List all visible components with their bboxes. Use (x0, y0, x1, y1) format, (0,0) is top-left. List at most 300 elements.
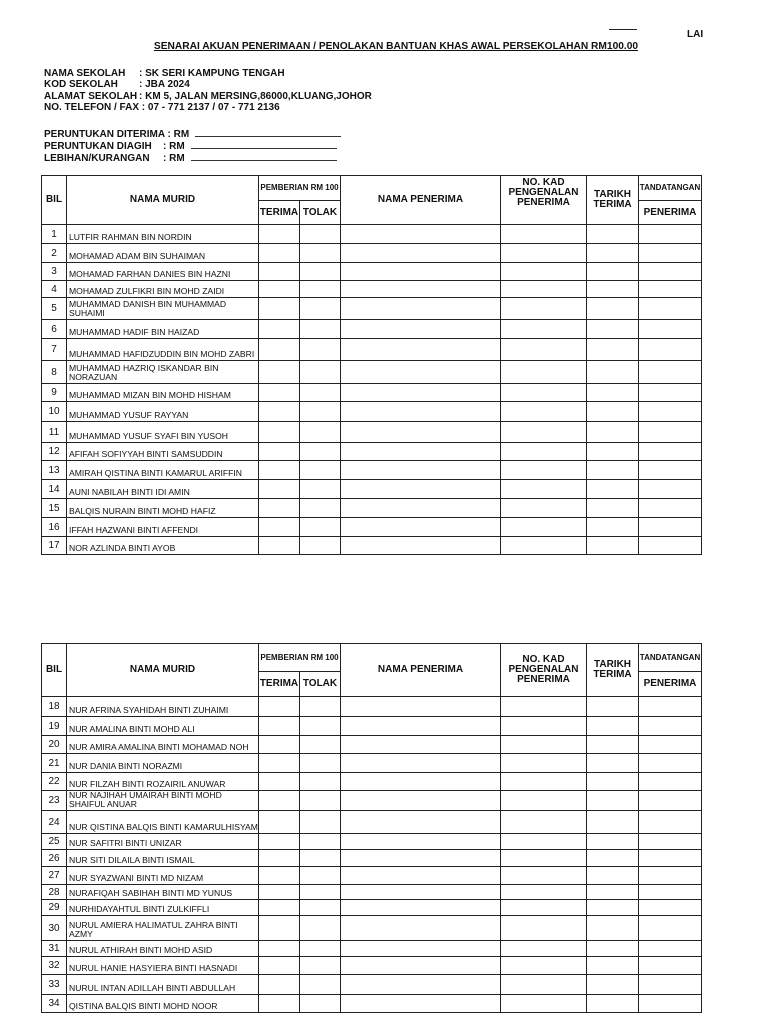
recipient-name-cell[interactable] (341, 736, 501, 754)
terima-cell[interactable] (259, 791, 300, 811)
recipient-name-cell[interactable] (341, 957, 501, 975)
date-received-cell[interactable] (587, 717, 639, 736)
row-number: 15 (42, 499, 67, 518)
student-name: MOHAMAD ADAM BIN SUHAIMAN (67, 244, 259, 263)
recipient-name-cell[interactable] (341, 697, 501, 717)
table-row (42, 811, 702, 834)
terima-cell[interactable] (259, 811, 300, 834)
tolak-cell[interactable] (300, 736, 341, 754)
tolak-cell[interactable] (300, 384, 341, 402)
table-row (42, 975, 702, 995)
terima-cell[interactable] (259, 754, 300, 773)
date-received-cell[interactable] (587, 263, 639, 281)
header-nama-murid: NAMA MURID (67, 644, 259, 697)
terima-cell[interactable] (259, 499, 300, 518)
tolak-cell[interactable] (300, 422, 341, 443)
recipient-name-cell[interactable] (341, 975, 501, 995)
ic-number-cell[interactable] (501, 975, 587, 995)
terima-cell[interactable] (259, 384, 300, 402)
ic-number-cell[interactable] (501, 900, 587, 916)
student-name: AMIRAH QISTINA BINTI KAMARUL ARIFFIN (67, 461, 259, 480)
row-number: 25 (42, 834, 67, 850)
tolak-cell[interactable] (300, 975, 341, 995)
date-received-cell[interactable] (587, 885, 639, 900)
terima-cell[interactable] (259, 537, 300, 555)
row-number: 18 (42, 697, 67, 717)
recipient-name-cell[interactable] (341, 518, 501, 537)
signature-cell[interactable] (639, 995, 702, 1013)
ic-number-cell[interactable] (501, 244, 587, 263)
date-received-cell[interactable] (587, 281, 639, 298)
table-row (42, 537, 702, 555)
recipient-name-cell[interactable] (341, 834, 501, 850)
tolak-cell[interactable] (300, 834, 341, 850)
terima-cell[interactable] (259, 298, 300, 320)
ic-number-cell[interactable] (501, 957, 587, 975)
allocation-balance-blank[interactable] (191, 152, 337, 161)
signature-cell[interactable] (639, 281, 702, 298)
school-address-label: ALAMAT SEKOLAH (44, 91, 138, 102)
row-number: 32 (42, 957, 67, 975)
signature-cell[interactable] (639, 697, 702, 717)
row-number: 2 (42, 244, 67, 263)
date-received-cell[interactable] (587, 697, 639, 717)
recipient-name-cell[interactable] (341, 499, 501, 518)
tolak-cell[interactable] (300, 867, 341, 885)
date-received-cell[interactable] (587, 850, 639, 867)
ic-number-cell[interactable] (501, 225, 587, 244)
tolak-cell[interactable] (300, 850, 341, 867)
row-number: 31 (42, 941, 67, 957)
ic-number-cell[interactable] (501, 320, 587, 339)
table-row (42, 499, 702, 518)
page-title: SENARAI AKUAN PENERIMAAN / PENOLAKAN BANTUAN KHAS AWAL PERSEKOLAHAN RM100.00 (153, 41, 639, 52)
ic-number-cell[interactable] (501, 754, 587, 773)
ic-number-cell[interactable] (501, 867, 587, 885)
recipient-name-cell[interactable] (341, 537, 501, 555)
terima-cell[interactable] (259, 697, 300, 717)
student-name: NURHIDAYAHTUL BINTI ZULKIFFLI (67, 900, 259, 916)
tolak-cell[interactable] (300, 995, 341, 1013)
date-received-cell[interactable] (587, 995, 639, 1013)
recipient-name-cell[interactable] (341, 885, 501, 900)
recipient-name-cell[interactable] (341, 791, 501, 811)
recipient-name-cell[interactable] (341, 773, 501, 791)
date-received-cell[interactable] (587, 320, 639, 339)
allocation-received-label: PERUNTUKAN DITERIMA (44, 129, 165, 140)
student-name: NUR SAFITRI BINTI UNIZAR (67, 834, 259, 850)
tolak-cell[interactable] (300, 697, 341, 717)
school-address-value: : KM 5, JALAN MERSING,86000,KLUANG,JOHOR (139, 91, 372, 102)
ic-number-cell[interactable] (501, 263, 587, 281)
row-number: 8 (42, 361, 67, 384)
signature-cell[interactable] (639, 402, 702, 422)
signature-cell[interactable] (639, 811, 702, 834)
student-name: LUTFIR RAHMAN BIN NORDIN (67, 225, 259, 244)
row-number: 6 (42, 320, 67, 339)
student-name: MOHAMAD FARHAN DANIES BIN HAZNI (67, 263, 259, 281)
student-name: NUR QISTINA BALQIS BINTI KAMARULHISYAM (67, 811, 259, 834)
signature-cell[interactable] (639, 263, 702, 281)
signature-cell[interactable] (639, 422, 702, 443)
ic-number-cell[interactable] (501, 736, 587, 754)
recipient-name-cell[interactable] (341, 916, 501, 941)
date-received-cell[interactable] (587, 518, 639, 537)
table-row (42, 885, 702, 900)
terima-cell[interactable] (259, 402, 300, 422)
student-name: NUR AMIRA AMALINA BINTI MOHAMAD NOH (67, 736, 259, 754)
terima-cell[interactable] (259, 850, 300, 867)
signature-cell[interactable] (639, 773, 702, 791)
signature-cell[interactable] (639, 461, 702, 480)
date-received-cell[interactable] (587, 773, 639, 791)
header-terima: TERIMA (259, 672, 300, 697)
tolak-cell[interactable] (300, 281, 341, 298)
table-row (42, 518, 702, 537)
ic-number-cell[interactable] (501, 518, 587, 537)
ic-number-cell[interactable] (501, 499, 587, 518)
terima-cell[interactable] (259, 773, 300, 791)
header-bil: BIL (42, 176, 67, 225)
header-no-kad: NO. KAD PENGENALAN PENERIMA (501, 644, 587, 697)
table-row (42, 736, 702, 754)
ic-number-cell[interactable] (501, 811, 587, 834)
signature-cell[interactable] (639, 480, 702, 499)
terima-cell[interactable] (259, 975, 300, 995)
tolak-cell[interactable] (300, 717, 341, 736)
terima-cell[interactable] (259, 443, 300, 461)
terima-cell[interactable] (259, 480, 300, 499)
signature-cell[interactable] (639, 900, 702, 916)
school-phone-value: : 07 - 771 2137 / 07 - 771 2136 (141, 102, 280, 113)
date-received-cell[interactable] (587, 791, 639, 811)
row-number: 28 (42, 885, 67, 900)
header-penerima: PENERIMA (639, 672, 702, 697)
ic-number-cell[interactable] (501, 402, 587, 422)
row-number: 20 (42, 736, 67, 754)
student-name: AFIFAH SOFIYYAH BINTI SAMSUDDIN (67, 443, 259, 461)
date-received-cell[interactable] (587, 811, 639, 834)
tolak-cell[interactable] (300, 885, 341, 900)
terima-cell[interactable] (259, 339, 300, 361)
recipient-name-cell[interactable] (341, 480, 501, 499)
signature-cell[interactable] (639, 850, 702, 867)
recipient-name-cell[interactable] (341, 850, 501, 867)
signature-cell[interactable] (639, 867, 702, 885)
student-name: IFFAH HAZWANI BINTI AFFENDI (67, 518, 259, 537)
student-name: NURUL HANIE HASYIERA BINTI HASNADI (67, 957, 259, 975)
terima-cell[interactable] (259, 736, 300, 754)
tolak-cell[interactable] (300, 320, 341, 339)
date-received-cell[interactable] (587, 422, 639, 443)
date-received-cell[interactable] (587, 244, 639, 263)
terima-cell[interactable] (259, 916, 300, 941)
tolak-cell[interactable] (300, 518, 341, 537)
recipient-name-cell[interactable] (341, 298, 501, 320)
recipient-name-cell[interactable] (341, 225, 501, 244)
student-name: NUR SITI DILAILA BINTI ISMAIL (67, 850, 259, 867)
date-received-cell[interactable] (587, 537, 639, 555)
terima-cell[interactable] (259, 518, 300, 537)
allocation-distributed-rm: : RM (163, 141, 185, 152)
signature-cell[interactable] (639, 518, 702, 537)
recipient-name-cell[interactable] (341, 443, 501, 461)
recipient-name-cell[interactable] (341, 941, 501, 957)
header-pemberian: PEMBERIAN RM 100 (259, 176, 341, 201)
terima-cell[interactable] (259, 461, 300, 480)
table-row (42, 263, 702, 281)
terima-cell[interactable] (259, 281, 300, 298)
tolak-cell[interactable] (300, 361, 341, 384)
recipient-table-1 (41, 175, 702, 555)
tolak-cell[interactable] (300, 957, 341, 975)
terima-cell[interactable] (259, 717, 300, 736)
ic-number-cell[interactable] (501, 422, 587, 443)
ic-number-cell[interactable] (501, 461, 587, 480)
ic-number-cell[interactable] (501, 995, 587, 1013)
table-2-body (42, 697, 702, 1013)
recipient-name-cell[interactable] (341, 244, 501, 263)
tolak-cell[interactable] (300, 339, 341, 361)
school-phone-label: NO. TELEFON / FAX (44, 102, 140, 113)
table-1-body (42, 225, 702, 555)
student-name: QISTINA BALQIS BINTI MOHD NOOR (67, 995, 259, 1013)
ic-number-cell[interactable] (501, 537, 587, 555)
signature-cell[interactable] (639, 320, 702, 339)
table-row (42, 916, 702, 941)
row-number: 33 (42, 975, 67, 995)
signature-cell[interactable] (639, 941, 702, 957)
allocation-balance-label: LEBIHAN/KURANGAN (44, 153, 150, 164)
table-row (42, 361, 702, 384)
date-received-cell[interactable] (587, 957, 639, 975)
tolak-cell[interactable] (300, 773, 341, 791)
row-number: 7 (42, 339, 67, 361)
terima-cell[interactable] (259, 244, 300, 263)
terima-cell[interactable] (259, 957, 300, 975)
terima-cell[interactable] (259, 320, 300, 339)
ic-number-cell[interactable] (501, 717, 587, 736)
terima-cell[interactable] (259, 834, 300, 850)
student-name: NUR FILZAH BINTI ROZAIRIL ANUWAR (67, 773, 259, 791)
signature-cell[interactable] (639, 957, 702, 975)
recipient-name-cell[interactable] (341, 717, 501, 736)
row-number: 17 (42, 537, 67, 555)
table-row (42, 422, 702, 443)
signature-cell[interactable] (639, 885, 702, 900)
date-received-cell[interactable] (587, 499, 639, 518)
recipient-name-cell[interactable] (341, 402, 501, 422)
date-received-cell[interactable] (587, 867, 639, 885)
signature-cell[interactable] (639, 361, 702, 384)
recipient-name-cell[interactable] (341, 263, 501, 281)
date-received-cell[interactable] (587, 754, 639, 773)
student-name: NUR AFRINA SYAHIDAH BINTI ZUHAIMI (67, 697, 259, 717)
signature-cell[interactable] (639, 736, 702, 754)
row-number: 9 (42, 384, 67, 402)
row-number: 29 (42, 900, 67, 916)
signature-cell[interactable] (639, 384, 702, 402)
recipient-name-cell[interactable] (341, 361, 501, 384)
signature-cell[interactable] (639, 916, 702, 941)
table-row (42, 900, 702, 916)
ic-number-cell[interactable] (501, 773, 587, 791)
recipient-name-cell[interactable] (341, 867, 501, 885)
tolak-cell[interactable] (300, 480, 341, 499)
row-number: 3 (42, 263, 67, 281)
signature-cell[interactable] (639, 298, 702, 320)
signature-cell[interactable] (639, 754, 702, 773)
student-name: NURUL AMIERA HALIMATUL ZAHRA BINTI AZMY (67, 916, 259, 941)
signature-cell[interactable] (639, 537, 702, 555)
tolak-cell[interactable] (300, 791, 341, 811)
recipient-name-cell[interactable] (341, 995, 501, 1013)
date-received-cell[interactable] (587, 916, 639, 941)
school-code-line (44, 79, 190, 90)
date-received-cell[interactable] (587, 225, 639, 244)
ic-number-cell[interactable] (501, 697, 587, 717)
date-received-cell[interactable] (587, 480, 639, 499)
row-number: 1 (42, 225, 67, 244)
signature-cell[interactable] (639, 339, 702, 361)
tolak-cell[interactable] (300, 461, 341, 480)
row-number: 16 (42, 518, 67, 537)
date-received-cell[interactable] (587, 384, 639, 402)
signature-cell[interactable] (639, 225, 702, 244)
student-name: MUHAMMAD HAFIDZUDDIN BIN MOHD ZABRI (67, 339, 259, 361)
signature-cell[interactable] (639, 791, 702, 811)
ic-number-cell[interactable] (501, 850, 587, 867)
student-name: MUHAMMAD HADIF BIN HAIZAD (67, 320, 259, 339)
recipient-name-cell[interactable] (341, 422, 501, 443)
tolak-cell[interactable] (300, 499, 341, 518)
recipient-name-cell[interactable] (341, 754, 501, 773)
ic-number-cell[interactable] (501, 361, 587, 384)
tolak-cell[interactable] (300, 754, 341, 773)
table-row (42, 834, 702, 850)
ic-number-cell[interactable] (501, 791, 587, 811)
header-penerima: PENERIMA (639, 201, 702, 225)
student-name: NUR DANIA BINTI NORAZMI (67, 754, 259, 773)
ic-number-cell[interactable] (501, 443, 587, 461)
tolak-cell[interactable] (300, 443, 341, 461)
table-row (42, 281, 702, 298)
terima-cell[interactable] (259, 225, 300, 244)
header-bil: BIL (42, 644, 67, 697)
header-tandatangan: TANDATANGAN (639, 176, 702, 201)
date-received-cell[interactable] (587, 402, 639, 422)
ic-number-cell[interactable] (501, 339, 587, 361)
allocation-received-blank[interactable] (195, 128, 341, 137)
terima-cell[interactable] (259, 263, 300, 281)
tolak-cell[interactable] (300, 916, 341, 941)
ic-number-cell[interactable] (501, 480, 587, 499)
header-terima: TERIMA (259, 201, 300, 225)
student-name: NOR AZLINDA BINTI AYOB (67, 537, 259, 555)
terima-cell[interactable] (259, 867, 300, 885)
row-number: 24 (42, 811, 67, 834)
tolak-cell[interactable] (300, 811, 341, 834)
terima-cell[interactable] (259, 885, 300, 900)
terima-cell[interactable] (259, 995, 300, 1013)
ic-number-cell[interactable] (501, 384, 587, 402)
tolak-cell[interactable] (300, 298, 341, 320)
row-number: 30 (42, 916, 67, 941)
date-received-cell[interactable] (587, 975, 639, 995)
ic-number-cell[interactable] (501, 941, 587, 957)
tolak-cell[interactable] (300, 900, 341, 916)
header-tarikh: TARIKH TERIMA (587, 176, 639, 225)
ic-number-cell[interactable] (501, 885, 587, 900)
recipient-name-cell[interactable] (341, 900, 501, 916)
row-number: 10 (42, 402, 67, 422)
allocation-distributed-blank[interactable] (191, 140, 337, 149)
table-row (42, 298, 702, 320)
terima-cell[interactable] (259, 900, 300, 916)
tolak-cell[interactable] (300, 537, 341, 555)
recipient-name-cell[interactable] (341, 811, 501, 834)
date-received-cell[interactable] (587, 900, 639, 916)
date-received-cell[interactable] (587, 736, 639, 754)
tolak-cell[interactable] (300, 225, 341, 244)
school-code-label: KOD SEKOLAH (44, 79, 118, 90)
terima-cell[interactable] (259, 361, 300, 384)
signature-cell[interactable] (639, 244, 702, 263)
date-received-cell[interactable] (587, 941, 639, 957)
signature-cell[interactable] (639, 717, 702, 736)
header-nama-penerima: NAMA PENERIMA (341, 644, 501, 697)
ic-number-cell[interactable] (501, 834, 587, 850)
table-row (42, 773, 702, 791)
ic-number-cell[interactable] (501, 298, 587, 320)
recipient-table-2 (41, 643, 702, 1013)
tolak-cell[interactable] (300, 941, 341, 957)
ic-number-cell[interactable] (501, 916, 587, 941)
recipient-name-cell[interactable] (341, 281, 501, 298)
table-row (42, 461, 702, 480)
table-row (42, 225, 702, 244)
terima-cell[interactable] (259, 941, 300, 957)
date-received-cell[interactable] (587, 298, 639, 320)
date-received-cell[interactable] (587, 443, 639, 461)
date-received-cell[interactable] (587, 361, 639, 384)
tolak-cell[interactable] (300, 263, 341, 281)
recipient-name-cell[interactable] (341, 339, 501, 361)
row-number: 27 (42, 867, 67, 885)
header-nama-murid: NAMA MURID (67, 176, 259, 225)
terima-cell[interactable] (259, 422, 300, 443)
student-name: MUHAMMAD YUSUF SYAFI BIN YUSOH (67, 422, 259, 443)
signature-cell[interactable] (639, 443, 702, 461)
header-nama-penerima: NAMA PENERIMA (341, 176, 501, 225)
student-name: NURUL ATHIRAH BINTI MOHD ASID (67, 941, 259, 957)
table-row (42, 320, 702, 339)
recipient-name-cell[interactable] (341, 461, 501, 480)
tolak-cell[interactable] (300, 402, 341, 422)
signature-cell[interactable] (639, 834, 702, 850)
date-received-cell[interactable] (587, 461, 639, 480)
date-received-cell[interactable] (587, 339, 639, 361)
date-received-cell[interactable] (587, 834, 639, 850)
table-row (42, 697, 702, 717)
recipient-name-cell[interactable] (341, 320, 501, 339)
tolak-cell[interactable] (300, 244, 341, 263)
ic-number-cell[interactable] (501, 281, 587, 298)
signature-cell[interactable] (639, 975, 702, 995)
school-phone-line (44, 102, 280, 113)
recipient-name-cell[interactable] (341, 384, 501, 402)
signature-cell[interactable] (639, 499, 702, 518)
